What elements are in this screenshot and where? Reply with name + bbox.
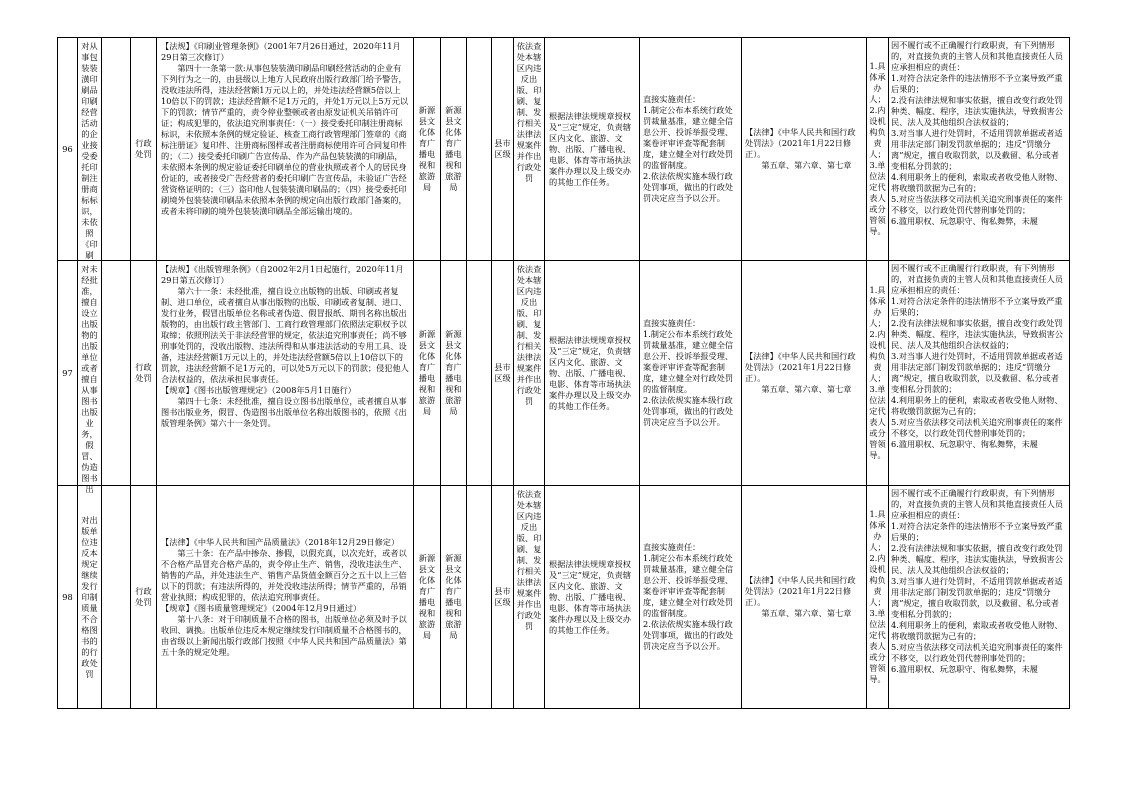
resp-item: 1.对符合法定条件的违法情形不予立案导致严重后果的； <box>891 296 1063 317</box>
inner-duty-item: 1.制定公布本系统行政处罚裁量基准，建立健全信息公开、投诉举报受理、案卷评审评查等配套制度，建立健全对行政处罚的监督制度。 <box>643 553 734 618</box>
duty-basis: 根据法律法规规章授权及“三定”规定，负责辖区内文化、旅游、文物、出版、广播电视、电影、体育等市场执法案件办理以及上级交办的其他工作任务。 <box>549 110 632 187</box>
accountability-law: 【法律】《中华人民共和国行政处罚法》（2021年1月22日修正）。 <box>745 351 856 383</box>
power-content: 依法查处本辖区内违反出版、印刷、复制、发行相关法律法规案件并作出行政处罚 <box>516 489 542 631</box>
empty-cell <box>467 489 491 705</box>
resp-item: 1.对符合法定条件的违法情形不予立案导致严重后果的； <box>891 521 1063 542</box>
basis-article: 第四十一条第一款:从事包装装潢印刷品印刷经营活动的企业有下列行为之一的，由县级以上地方人民政府出版行政部门给予警告，没收违法所得，违法经营额1万元以上的，并处违法经营额5倍以上10倍以下的罚款；违法经营额不足1万元的，并处1万元以上5万元以下的罚款；情节严重的，责令停业整顿或者由原发证机关吊销许可证；构成犯罪的，依法追究刑事责任：（一）接受委托印制注册商标标识，未依照本条例的规定验证、核查工商行政管理部门签章的《商标注册证》复印件、注册商标图样或者注册商标使用许可合同复印件的；（二）接受委托印刷广告宣传品、作为产品包装装潢的印刷品，未依照本条例的规定验证委托印刷单位的营业执照或者个人的居民身份证的，或者接受广告经营者的委托印刷广告宣传品，未验证广告经营资格证明的；（三）盗印他人包装装潢印刷品的；（四）接受委托印刷境外包装装潢印刷品未依照本条例的规定向出版行政部门备案的，或者未将印刷的境外包装装潢印刷品全部运输出境的。 <box>161 63 409 216</box>
exercise-level: 县市区级 <box>494 362 511 383</box>
responsible-dept: 新源县文化体育广播电视和旅游局 <box>445 329 462 416</box>
sub-item-cell <box>102 41 130 257</box>
table-row <box>58 486 1070 709</box>
sub-item-cell <box>102 264 130 482</box>
basis-article: 第四十七条：未经批准，擅自设立图书出版单位，或者擅自从事图书出版业务，假冒、伪造图书出版单位名称出版图书的，依照《出版管理条例》第六十一条处罚。 <box>161 396 407 428</box>
accountability-law: 【法律】《中华人民共和国行政处罚法》（2021年1月22日修正）。 <box>745 127 856 159</box>
resp-intro: 因不履行或不正确履行行政职责，有下列情形的，对直接负责的主管人员和其他直接责任人员应承担相应的责任： <box>891 488 1063 520</box>
power-content: 依法查处本辖区内违反出版、印刷、复制、发行相关法律法规案件并作出行政处罚 <box>516 264 542 406</box>
inner-duty-item: 1.制定公布本系统行政处罚裁量基准，建立健全信息公开、投诉举报受理、案卷评审评查等配套制度，建立健全对行政处罚的监督制度。 <box>643 105 734 170</box>
inner-duty-head: 直接实施责任： <box>643 318 701 328</box>
row-number: 97 <box>62 368 73 378</box>
implementing-dept: 新源县文化体育广播电视和旅游局 <box>418 105 436 192</box>
accountability-chapters: 第五章、第六章、第七章 <box>761 160 852 170</box>
basis-rule-title: 【规章】《图书质量管理规定》（2004年12月9日通过） <box>161 602 362 613</box>
inner-duty-head: 直接实施责任： <box>643 94 701 104</box>
resp-item: 2.没有法律法规和事实依据，擅自改变行政处罚种类、幅度、程序，违法实施执法，导致损害公民、法人及其他组织合法权益的； <box>891 95 1063 127</box>
exercise-level: 县市区级 <box>494 138 511 159</box>
power-content: 依法查处本辖区内违反出版、印刷、复制、发行相关法律法规案件并作出行政处罚 <box>516 41 542 183</box>
power-category: 行政处罚 <box>135 138 152 159</box>
duty-basis: 根据法律法规规章授权及“三定”规定，负责辖区内文化、旅游、文物、出版、广播电视、电影、体育等市场执法案件办理以及上级交办的其他工作任务。 <box>549 334 632 411</box>
inner-duty-item: 2.依法依规实施本级行政处罚事项，做出的行政处罚决定应当予以公开。 <box>643 395 734 427</box>
responsible-dept: 新源县文化体育广播电视和旅游局 <box>445 553 462 640</box>
resp-item: 6.滥用职权、玩忽职守、徇私舞弊，未履 <box>891 216 1038 226</box>
basis-law-title: 【法律】《中华人民共和国产品质量法》（2018年12月29日修定） <box>161 536 400 547</box>
accountability-chapters: 第五章、第六章、第七章 <box>761 384 852 394</box>
resp-item: 4.利用职务上的便利，索取或者收受他人财物、将收缴罚款据为己有的； <box>891 620 1063 641</box>
basis-article: 第三十条：在产品中掺杂、掺假，以假充真，以次充好，或者以不合格产品冒充合格产品的，责令停止生产、销售，没收违法生产、销售的产品，并处违法生产、销售产品货值金额百分之五十以上三倍以下的罚款；有违法所得的，并处没收违法所得；情节严重的，吊销营业执照；构成犯罪的，依法追究刑事责任。 <box>161 547 407 602</box>
accountability-chapters: 第五章、第六章、第七章 <box>761 608 852 618</box>
basis-article: 第六十一条：未经批准，擅自设立出版物的出版、印刷或者复制、进口单位，或者擅自从事出版物的出版、印刷或者复制、进口、发行业务，假冒出版单位名称或者伪造、假冒报纸、期刊名称出版出版物的，由出版行政主管部门、工商行政管理部门依照法定职权予以取缔；依照刑法关于非法经营罪的规定，依法追究刑事责任；尚不够刑事处罚的，没收出版物、违法所得和从事违法活动的专用工具、设备，违法经营额1万元以上的，并处违法经营额5倍以上10倍以下的罚款，违法经营额不足1万元的，可以处5万元以下的罚款；侵犯他人合法权益的，依法承担民事责任。 <box>161 286 409 384</box>
resp-intro: 因不履行或不正确履行行政职责，有下列情形的，对直接负责的主管人员和其他直接责任人员应承担相应的责任： <box>891 263 1063 295</box>
resp-item: 2.没有法律法规和事实依据，擅自改变行政处罚种类、幅度、程序，违法实施执法，导致损害公民、法人及其他组织合法权益的； <box>891 318 1063 350</box>
inner-duty-head: 直接实施责任： <box>643 542 701 552</box>
responsible-subject: 1.具体承办人；2.内设机构负责人；3.单位法定代表人或分管领导。 <box>869 61 886 236</box>
resp-item: 5.对应当依法移交司法机关追究刑事责任的案件不移交，以行政处罚代替刑事处罚的； <box>891 194 1063 215</box>
responsible-dept: 新源县文化体育广播电视和旅游局 <box>445 105 462 192</box>
basis-article: 第十八条：对于印制质量不合格的图书，出版单位必须及时予以收回、调换。出版单位违反本规定继续发行印制质量不合格图书的，由省级以上新闻出版行政部门按照《中华人民共和国产品质量法》第五十条的规定处理。 <box>161 613 407 657</box>
resp-item: 1.对符合法定条件的违法情形不予立案导致严重后果的； <box>891 73 1063 94</box>
inner-duty-item: 2.依法依规实施本级行政处罚事项，做出的行政处罚决定应当予以公开。 <box>643 171 734 203</box>
accountability-law: 【法律】《中华人民共和国行政处罚法》（2021年1月22日修正）。 <box>745 575 856 607</box>
responsible-subject: 1.具体承办人；2.内设机构负责人；3.单位法定代表人或分管领导。 <box>869 509 886 684</box>
resp-item: 3.对当事人进行处罚时，不适用罚款单据或者适用非法定部门制发罚款单据的；违反“罚缴分离”规定，擅自收取罚款，以及截留、私分或者变相私分罚款的； <box>891 576 1063 619</box>
resp-item: 2.没有法律法规和事实依据，擅自改变行政处罚种类、幅度、程序，违法实施执法，导致损害公民、法人及其他组织合法权益的； <box>891 543 1063 575</box>
table-row <box>58 38 1070 261</box>
resp-item: 4.利用职务上的便利，索取或者收受他人财物、将收缴罚款据为己有的； <box>891 395 1063 416</box>
basis-law-title: 【法规】《印刷业管理条例》（2001年7月26日通过，2020年11月29日第三次修订） <box>161 41 401 62</box>
resp-item: 5.对应当依法移交司法机关追究刑事责任的案件不移交，以行政处罚代替刑事处罚的； <box>891 642 1063 663</box>
basis-law-title: 【法规】《出版管理条例》（自2002年2月1日起施行，2020年11月29日第五次修订） <box>161 264 404 285</box>
empty-cell <box>467 41 491 257</box>
resp-item: 5.对应当依法移交司法机关追究刑事责任的案件不移交，以行政处罚代替刑事处罚的； <box>891 417 1063 438</box>
implementing-dept: 新源县文化体育广播电视和旅游局 <box>418 329 436 416</box>
item-name: 对未经批准，擅自设立出版物的出版单位或者擅自从事图书出版业务，假冒、伪造图书出 <box>81 264 98 494</box>
table-row <box>58 261 1070 486</box>
power-category: 行政处罚 <box>135 362 152 383</box>
power-list-table <box>57 37 1070 709</box>
inner-duty-item: 2.依法依规实施本级行政处罚事项，做出的行政处罚决定应当予以公开。 <box>643 619 734 651</box>
power-category: 行政处罚 <box>135 586 152 607</box>
resp-item: 4.利用职务上的便利，索取或者收受他人财物、将收缴罚款据为己有的； <box>891 172 1063 193</box>
row-number: 98 <box>62 592 73 602</box>
sub-item-cell <box>102 489 130 705</box>
resp-item: 6.滥用职权、玩忽职守、徇私舞弊，未履 <box>891 664 1038 674</box>
resp-intro: 因不履行或不正确履行行政职责，有下列情形的，对直接负责的主管人员和其他直接责任人员应承担相应的责任： <box>891 40 1063 72</box>
basis-rule-title: 【规章】《图书出版管理规定》（2008年5月1日施行） <box>161 385 356 395</box>
resp-item: 3.对当事人进行处罚时，不适用罚款单据或者适用非法定部门制发罚款单据的；违反“罚缴分离”规定，擅自收取罚款，以及截留、私分或者变相私分罚款的； <box>891 351 1063 394</box>
item-name: 对出版单位违反本规定继续发行印制质量不合格图书的的行政处罚 <box>81 514 98 679</box>
responsible-subject: 1.具体承办人；2.内设机构负责人；3.单位法定代表人或分管领导。 <box>869 285 886 460</box>
duty-basis: 根据法律法规规章授权及“三定”规定，负责辖区内文化、旅游、文物、出版、广播电视、电影、体育等市场执法案件办理以及上级交办的其他工作任务。 <box>549 558 632 635</box>
exercise-level: 县市区级 <box>494 586 511 607</box>
resp-item: 3.对当事人进行处罚时，不适用罚款单据或者适用非法定部门制发罚款单据的；违反“罚缴分离”规定，擅自收取罚款，以及截留、私分或者变相私分罚款的； <box>891 128 1063 171</box>
resp-item: 6.滥用职权、玩忽职守、徇私舞弊，未履 <box>891 439 1038 449</box>
item-name: 对从事包装装潢印刷品印刷经营活动的企业接受委托印制注册商标标识，未依照《印刷 <box>81 41 98 260</box>
row-number: 96 <box>62 144 73 154</box>
inner-duty-item: 1.制定公布本系统行政处罚裁量基准，建立健全信息公开、投诉举报受理、案卷评审评查等配套制度，建立健全对行政处罚的监督制度。 <box>643 329 734 394</box>
empty-cell <box>467 264 491 482</box>
implementing-dept: 新源县文化体育广播电视和旅游局 <box>418 553 436 640</box>
